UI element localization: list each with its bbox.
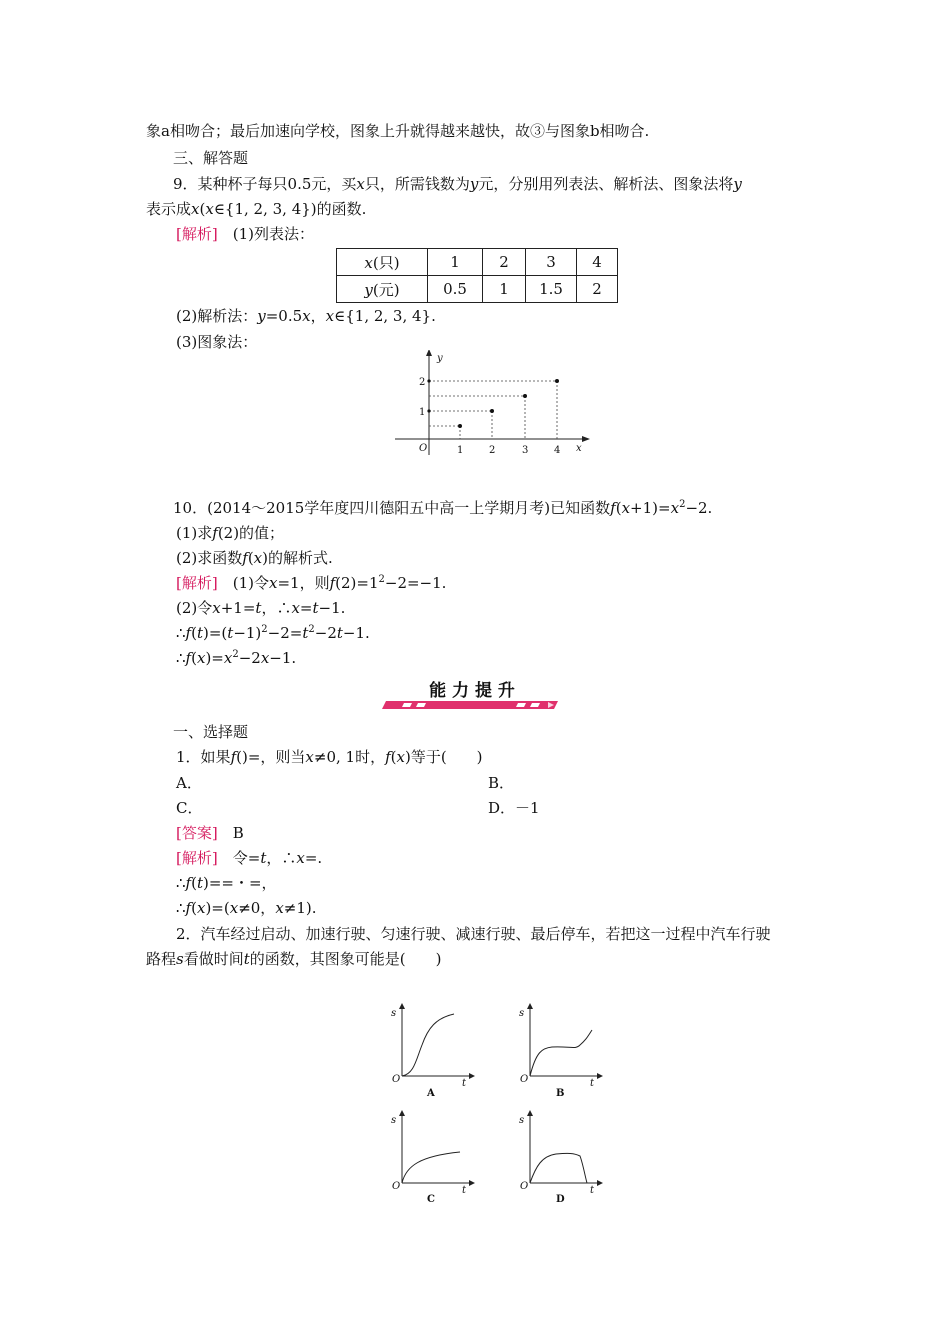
mc1-analysis-3: ∴f(x)=(x≠0，x≠1).: [176, 899, 317, 917]
answer-tag: [答案]: [176, 824, 218, 842]
q10-solution-1: [解析] (1)令x=1，则$f(2)=1^2-2=-1$.: [176, 574, 447, 592]
origin-label: O: [419, 443, 428, 454]
mc1-analysis-1: [解析] 令=t，∴x=.: [176, 849, 323, 867]
graph-a: [391, 1003, 475, 1099]
value-table: [336, 248, 618, 303]
svg-text:O: O: [520, 1181, 529, 1192]
graph-label: B: [556, 1088, 565, 1099]
q9-analytic-method: (2)解析法：y=0.5x，x∈{1, 2, 3, 4}.: [176, 307, 436, 325]
mc1-question: 1．如果f()=，则当x≠0, 1时，f(x)等于( ): [176, 748, 483, 766]
graph-b: [519, 1003, 603, 1099]
table-cell: 0.5: [428, 276, 483, 303]
graph-label: D: [556, 1194, 565, 1205]
svg-text:s: s: [391, 1115, 397, 1126]
svg-text:s: s: [391, 1008, 397, 1019]
point-4: [555, 379, 559, 383]
mc1-option-a: A．: [176, 774, 202, 792]
svg-text:t: t: [590, 1185, 595, 1196]
graph-label: A: [427, 1088, 435, 1099]
banner-title: 能 力 提 升: [429, 681, 515, 701]
table-header-x: x(只): [337, 249, 428, 276]
svg-text:s: s: [519, 1115, 525, 1126]
point-3: [523, 394, 527, 398]
svg-text:t: t: [462, 1078, 467, 1089]
x-tick-label: 1: [457, 445, 464, 456]
svg-text:t: t: [462, 1185, 467, 1196]
q9-text-line1: 9．某种杯子每只0.5元，买x只，所需钱数为y元，分别用列表法、解析法、图象法将y: [173, 175, 742, 193]
y-tick-label: 2: [419, 377, 426, 388]
x-tick-label: 2: [489, 445, 496, 456]
x-axis-label: x: [576, 443, 582, 454]
q10-solution-4: $\therefore f(x)=x^2-2x-1$.: [176, 649, 297, 667]
svg-text:O: O: [520, 1074, 529, 1085]
q10-solution-3: $\therefore f(t)=(t-1)^2-2=t^2-2t-1$.: [176, 624, 370, 642]
table-cell: 1.5: [526, 276, 577, 303]
continuation-line: 象a相吻合；最后加速向学校，图象上升就得越来越快，故③与图象b相吻合.: [146, 122, 650, 140]
mc2-question-line1: 2．汽车经过启动、加速行驶、匀速行驶、减速行驶、最后停车，若把这一过程中汽车行驶: [176, 925, 771, 943]
x-tick-label: 4: [554, 445, 561, 456]
graph-d: [519, 1110, 603, 1205]
section-heading-answers: 三、解答题: [173, 149, 249, 167]
q9-analysis-line: [解析] (1)列表法：: [176, 225, 314, 243]
graph-label: C: [427, 1194, 435, 1205]
point-1: [458, 424, 462, 428]
analysis-tag: [解析]: [176, 225, 218, 243]
table-cell: 3: [526, 249, 577, 276]
q10-text: 10．(2014～2015学年度四川德阳五中高一上学期月考)已知函数$f(x+1)=x^2-2$.: [173, 499, 713, 517]
q10-part1: (1)求f(2)的值；: [176, 524, 285, 542]
q10-part2: (2)求函数f(x)的解析式.: [176, 549, 333, 567]
section-heading-choice: 一、选择题: [173, 723, 249, 741]
mc1-analysis-2: ∴f(t)==・=，: [176, 874, 277, 892]
q9-text-line2: 表示成x(x∈{1, 2, 3, 4})的函数.: [146, 200, 367, 218]
q10-solution-2: (2)令x+1=t，∴x=t−1.: [176, 599, 346, 617]
analysis-tag: [解析]: [176, 574, 218, 592]
svg-text:O: O: [392, 1181, 401, 1192]
x-tick-label: 3: [522, 445, 529, 456]
table-cell: 1: [483, 276, 526, 303]
svg-text:O: O: [392, 1074, 401, 1085]
motion-graphs: [380, 1000, 605, 1205]
table-row: [337, 276, 618, 303]
section-banner: [382, 680, 562, 710]
table-cell: 1: [428, 249, 483, 276]
y-tick-label: 1: [419, 407, 426, 418]
point-2: [490, 409, 494, 413]
analysis-tag: [解析]: [176, 849, 218, 867]
q9-graph-method: (3)图象法：: [176, 333, 258, 351]
table-header-y: y(元): [337, 276, 428, 303]
mc1-option-d: D．－1: [488, 799, 540, 817]
mc2-question-line2: 路程s看做时间t的函数，其图象可能是( ): [146, 950, 442, 968]
q9-scatter-graph: [390, 350, 600, 460]
table-cell: 2: [577, 276, 618, 303]
graph-c: [391, 1110, 475, 1205]
svg-text:t: t: [590, 1078, 595, 1089]
table-cell: 4: [577, 249, 618, 276]
mc1-option-b: B．: [488, 774, 515, 792]
mc1-answer: [答案] B: [176, 824, 244, 842]
table-cell: 2: [483, 249, 526, 276]
table-row: [337, 249, 618, 276]
svg-text:s: s: [519, 1008, 525, 1019]
mc1-option-c: C．: [176, 799, 203, 817]
y-axis-label: y: [437, 353, 443, 364]
